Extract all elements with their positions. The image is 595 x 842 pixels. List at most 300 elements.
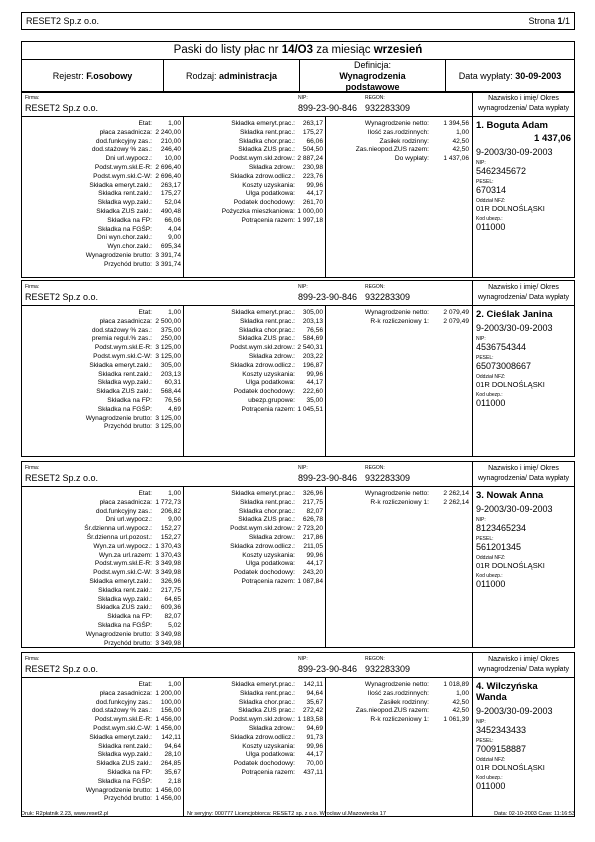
payslip-line [22, 146, 183, 155]
line-value: 1 437,06 [443, 155, 469, 163]
payslip-line [22, 327, 183, 336]
employee-info [472, 487, 574, 647]
payslip-line [22, 587, 183, 596]
line-value: 1 456,00 [155, 795, 181, 803]
payslip-line [22, 371, 183, 380]
payslip-line [184, 199, 325, 208]
line-label: Podatek dochodowy: [233, 760, 295, 768]
payslip-line [326, 699, 472, 708]
line-label: Składka emeryt.prac.: [231, 490, 295, 497]
payslip-line [184, 318, 325, 327]
payslip-line [184, 388, 325, 397]
payslip-line [22, 516, 183, 525]
line-value: 42,50 [452, 707, 469, 715]
firm-name: RESET2 Sp.z o.o. [25, 292, 99, 302]
line-label: Składka emeryt.prac.: [231, 681, 295, 688]
insurance-code: 011000 [476, 398, 506, 408]
line-label: Dni wyn.chor.zakł.: [97, 234, 152, 242]
line-label: Składka rent.zakł.: [98, 586, 152, 594]
insurance-code: 011000 [476, 579, 506, 589]
employee-nip-label: NIP: [476, 336, 486, 342]
payslip-column-3 [326, 678, 472, 816]
line-value: 3 349,98 [155, 639, 181, 647]
line-label: Podst.wym.skł.zdrow.: [230, 155, 295, 163]
line-value: 142,11 [161, 733, 181, 741]
firm-nip: 899-23-90-846 [298, 473, 358, 483]
payslip-line [22, 344, 183, 353]
payslip-line [22, 138, 183, 147]
payslip-column-1 [22, 117, 184, 277]
payslip-line [326, 318, 472, 327]
line-value: 66,06 [164, 216, 181, 224]
line-label: Składka na FGŚP: [97, 405, 152, 413]
payslip-column-1 [22, 306, 184, 456]
line-label: Etat: [138, 120, 152, 127]
employee-nip: 4536754344 [476, 342, 527, 352]
line-value: 1 456,00 [155, 786, 181, 794]
line-value: 1 370,43 [155, 542, 181, 550]
line-value: 490,48 [160, 207, 181, 215]
line-label: Podst.wym.skł.C-W: [93, 172, 152, 180]
line-value: 82,07 [164, 613, 181, 621]
payslip-line [184, 309, 325, 318]
firm-label: Firma: [25, 284, 40, 290]
line-value: 52,04 [164, 199, 181, 207]
line-label: Przychód brutto: [103, 639, 152, 647]
nip-label: NIP: [298, 95, 308, 101]
payslip-header [22, 462, 574, 487]
register-cell: Rejestr: F.osobowy [22, 60, 164, 92]
nfz-label: Oddział NFZ: [476, 555, 506, 561]
payslip-line [22, 543, 183, 552]
line-value: 9,00 [168, 516, 181, 524]
payslip-line [184, 164, 325, 173]
payslip-column-2 [184, 678, 326, 816]
page-title: Paski do listy płac nr 14/O3 za miesiąc wrzesień [22, 42, 574, 60]
employee-nfz: 01R DOLNOŚLĄSKI [476, 380, 545, 389]
line-label: Składka emeryt.zakł.: [89, 733, 152, 741]
payslip-line [22, 560, 183, 569]
payslip-line [184, 508, 325, 517]
firm-name: RESET2 Sp.z o.o. [25, 473, 99, 483]
payslip-column-1 [22, 678, 184, 816]
insurance-code-label: Kod ubezp.: [476, 573, 503, 579]
line-value: 217,75 [160, 586, 181, 594]
line-label: Wynagrodzenie brutto: [85, 786, 152, 794]
line-label: Wynagrodzenie brutto: [85, 414, 152, 422]
line-label: Wyn.za url.razem: [98, 551, 152, 559]
nfz-label: Oddział NFZ: [476, 374, 506, 380]
footer-right: Data: 02-10-2003 Czas: 11:16:53 [494, 811, 575, 817]
employee-nip-label: NIP: [476, 160, 486, 166]
line-value: 2 262,14 [443, 490, 469, 497]
payslip-line [22, 743, 183, 752]
payslip-line [22, 190, 183, 199]
payslip-line [22, 534, 183, 543]
line-label: Składka na FP: [107, 396, 152, 404]
payslip-line [22, 699, 183, 708]
payslip-line [326, 681, 472, 690]
line-label: Składka rent.zakł.: [98, 742, 152, 750]
line-label: Potrącenia razem: [241, 216, 295, 224]
payslip-line [22, 631, 183, 640]
line-value: 1 018,89 [443, 681, 469, 688]
line-value: 2 723,20 [297, 525, 323, 533]
employee-pesel: 7009158887 [476, 744, 527, 754]
payslip-line [22, 362, 183, 371]
line-value: 99,96 [306, 181, 323, 189]
line-label: Podatek dochodowy: [233, 199, 295, 207]
line-value: 44,17 [306, 379, 323, 387]
employee-column-header: Nazwisko i imię/ Okres wynagrodzenia/ Data wypłaty [472, 281, 574, 305]
line-value: 76,56 [164, 396, 181, 404]
line-label: płaca zasadnicza: [99, 317, 152, 325]
payslip-line [22, 318, 183, 327]
line-value: 246,40 [160, 146, 181, 154]
employee-nfz: 01R DOLNOŚLĄSKI [476, 763, 545, 772]
line-value: 1 045,51 [297, 405, 323, 413]
line-label: Składka rent.prac.: [240, 498, 295, 506]
footer-left: Druk: R2płatnik 2.23, www.reset2.pl [21, 811, 109, 817]
payslip-line [22, 199, 183, 208]
payslip-line [22, 795, 183, 804]
line-value: 206,82 [160, 507, 181, 515]
nip-label: NIP: [298, 465, 308, 471]
line-label: Śr.dzienna url.wypocz.: [84, 525, 152, 533]
line-value: 261,70 [302, 199, 323, 207]
payslip-line [22, 129, 183, 138]
line-label: Składka ZUS prac.: [238, 707, 295, 715]
line-label: Składka zdrow.odlicz.: [230, 542, 295, 550]
payslip-line [326, 716, 472, 725]
line-label: Składka zdrow.: [248, 163, 295, 171]
line-label: Składka zdrow.: [248, 352, 295, 360]
employee-pesel: 65073008667 [476, 361, 532, 371]
payslip-line [326, 155, 472, 164]
line-value: 1 456,00 [155, 716, 181, 724]
line-label: Składka zdrow.odlicz.: [230, 361, 295, 369]
pay-period: 9-2003/30-09-2003 [476, 323, 553, 333]
line-value: 3 349,98 [155, 560, 181, 568]
payslip-line [22, 787, 183, 796]
payslip-line [22, 406, 183, 415]
payslip-line [184, 490, 325, 499]
line-label: Potrącenia razem: [241, 768, 295, 776]
line-label: płaca zasadnicza: [99, 128, 152, 136]
payslip-line [22, 155, 183, 164]
line-label: Wynagrodzenie netto: [364, 681, 429, 688]
line-value: 76,56 [306, 326, 323, 334]
line-value: 42,50 [452, 698, 469, 706]
line-value: 42,50 [452, 137, 469, 145]
line-value: 1,00 [168, 309, 181, 316]
line-label: Składka na FGŚP: [97, 777, 152, 785]
pesel-label: PESEL: [476, 536, 494, 542]
line-label: ubezp.grupowe: [248, 396, 295, 404]
employee-pesel: 561201345 [476, 542, 522, 552]
line-label: Składka rent.zakł.: [98, 190, 152, 198]
payslip-line [22, 778, 183, 787]
line-label: Składka na FGŚP: [97, 621, 152, 629]
payslip-line [184, 552, 325, 561]
line-value: 305,00 [302, 309, 323, 316]
line-label: Etat: [138, 490, 152, 497]
employee-nip-label: NIP: [476, 517, 486, 523]
payslip-line [22, 353, 183, 362]
line-value: 375,00 [160, 326, 181, 334]
line-value: 3 391,74 [155, 260, 181, 268]
line-value: 2,18 [168, 777, 181, 785]
line-value: 91,73 [306, 733, 323, 741]
line-value: 263,17 [160, 181, 181, 189]
payslip-block [21, 461, 575, 648]
line-label: Dni url.wypocz.: [105, 516, 152, 524]
line-label: R-k rozliczeniowy 1: [370, 317, 429, 325]
payslip-line [326, 146, 472, 155]
line-value: 156,00 [160, 707, 181, 715]
payslip-column-3 [326, 117, 472, 277]
payslip-line [22, 734, 183, 743]
line-label: Potrącenia razem: [241, 577, 295, 585]
payslip-line [22, 182, 183, 191]
line-label: Składka emeryt.prac.: [231, 120, 295, 127]
line-value: 203,13 [160, 370, 181, 378]
payslip-line [184, 699, 325, 708]
payslip-line [22, 261, 183, 270]
line-value: 3 125,00 [155, 423, 181, 431]
line-value: 1 061,39 [443, 716, 469, 724]
line-value: 1 394,56 [443, 120, 469, 127]
line-value: 626,78 [302, 516, 323, 524]
line-value: 1 456,00 [155, 724, 181, 732]
nfz-label: Oddział NFZ: [476, 757, 506, 763]
line-label: Zasiłek rodzinny: [379, 698, 429, 706]
payslip-line [184, 751, 325, 760]
payslip-line [326, 690, 472, 699]
payslip-line [184, 155, 325, 164]
firm-label: Firma: [25, 95, 40, 101]
line-label: Wynagrodzenie netto: [364, 309, 429, 316]
line-label: płaca zasadnicza: [99, 498, 152, 506]
insurance-code: 011000 [476, 222, 506, 232]
payslip-header [22, 281, 574, 306]
line-value: 196,87 [302, 361, 323, 369]
firm-label: Firma: [25, 656, 40, 662]
line-value: 44,17 [306, 190, 323, 198]
line-value: 263,17 [302, 120, 323, 127]
firm-label: Firma: [25, 465, 40, 471]
line-label: Do wypłaty: [394, 155, 429, 163]
line-label: Składka chor.prac.: [238, 507, 295, 515]
line-value: 203,13 [302, 317, 323, 325]
line-value: 243,20 [302, 569, 323, 577]
payslip-column-2 [184, 487, 326, 647]
payslip-block [21, 91, 575, 278]
line-label: Podst.wym.skł.C-W: [93, 724, 152, 732]
payslip-line [184, 379, 325, 388]
line-value: 35,00 [306, 396, 323, 404]
line-label: Składka zdrow.: [248, 533, 295, 541]
line-value: 1,00 [168, 681, 181, 688]
line-value: 175,27 [160, 190, 181, 198]
payslip-line [184, 734, 325, 743]
line-value: 223,76 [302, 172, 323, 180]
line-value: 99,96 [306, 370, 323, 378]
employee-column-header: Nazwisko i imię/ Okres wynagrodzenia/ Data wypłaty [472, 653, 574, 677]
firm-nip: 899-23-90-846 [298, 292, 358, 302]
line-label: dod.stażowy % zas.: [91, 707, 152, 715]
line-value: 28,10 [164, 751, 181, 759]
type-cell: Rodzaj: administracja [164, 60, 300, 92]
line-value: 3 125,00 [155, 352, 181, 360]
line-label: dod.funkcyjny zas.: [95, 137, 152, 145]
employee-pesel: 670314 [476, 185, 507, 195]
employee-nip: 8123465234 [476, 523, 527, 533]
payslip-line [22, 690, 183, 699]
payslip-line [22, 208, 183, 217]
line-label: Składka ZUS zakł.: [96, 207, 152, 215]
payslip-line [22, 525, 183, 534]
line-label: Podst.wym.skł.E-R: [94, 163, 152, 171]
employee-nip-label: NIP: [476, 719, 486, 725]
line-value: 99,96 [306, 551, 323, 559]
line-label: Podatek dochodowy: [233, 569, 295, 577]
line-label: Wynagrodzenie netto: [364, 490, 429, 497]
line-value: 1,00 [456, 128, 469, 136]
payslip-line [184, 499, 325, 508]
line-value: 1 087,84 [297, 577, 323, 585]
payslip-line [184, 516, 325, 525]
firm-regon: 932283309 [365, 664, 411, 674]
payslip-line [184, 190, 325, 199]
line-value: 60,31 [164, 379, 181, 387]
line-label: Zasiłek rodzinny: [379, 137, 429, 145]
payslip-line [22, 397, 183, 406]
line-label: Składka wyp.zakł.: [97, 199, 152, 207]
line-label: Składka zdrow.odlicz.: [230, 172, 295, 180]
line-label: Składka chor.prac.: [238, 137, 295, 145]
payroll-header [21, 41, 575, 93]
payslip-line [184, 353, 325, 362]
payslip-line [22, 596, 183, 605]
payslip-line [184, 217, 325, 226]
payslip-line [22, 415, 183, 424]
line-value: 2 240,00 [155, 128, 181, 136]
line-label: Podst.wym.skł.zdrow.: [230, 716, 295, 724]
payslip-line [326, 129, 472, 138]
line-label: Koszty uzyskania: [242, 370, 295, 378]
line-value: 326,96 [160, 577, 181, 585]
pay-period: 9-2003/30-09-2003 [476, 147, 553, 157]
line-value: 1,00 [456, 689, 469, 697]
line-label: Składka na FGŚP: [97, 225, 152, 233]
payslip-line [184, 681, 325, 690]
firm-regon: 932283309 [365, 292, 411, 302]
payslip-line [22, 760, 183, 769]
line-label: Składka wyp.zakł.: [97, 751, 152, 759]
line-label: Wyn.za url.wypocz.: [93, 542, 152, 550]
line-value: 1,00 [168, 490, 181, 497]
line-label: Ilość zas.rodzinnych: [367, 128, 429, 136]
definition-cell: Definicja: Wynagrodzenia podstawowe [300, 60, 446, 92]
line-label: Podst.wym.skł.E-R: [94, 560, 152, 568]
payslip-line [184, 525, 325, 534]
payslip-line [184, 344, 325, 353]
employee-nip: 3452343433 [476, 725, 527, 735]
line-value: 44,17 [306, 751, 323, 759]
line-label: Etat: [138, 681, 152, 688]
line-value: 210,00 [160, 137, 181, 145]
payslip-column-2 [184, 306, 326, 456]
line-value: 1 183,58 [297, 716, 323, 724]
payslip-line [22, 164, 183, 173]
payslip-line [184, 173, 325, 182]
nip-label: NIP: [298, 656, 308, 662]
line-label: Składka wyp.zakł.: [97, 379, 152, 387]
payslip-line [326, 707, 472, 716]
line-label: Wynagrodzenie brutto: [85, 630, 152, 638]
line-value: 3 125,00 [155, 414, 181, 422]
line-value: 1 000,00 [297, 207, 323, 215]
pesel-label: PESEL: [476, 355, 494, 361]
payslip-line [22, 379, 183, 388]
line-label: Zas.nieopod.ZUS razem: [355, 707, 429, 715]
payslip-line [326, 138, 472, 147]
line-label: Podst.wym.skł.C-W: [93, 569, 152, 577]
line-label: Składka na FP: [107, 613, 152, 621]
payslip-line [184, 569, 325, 578]
payslip-line [22, 508, 183, 517]
line-label: Śr.dzienna url.pozost.: [86, 533, 152, 541]
regon-label: REGON: [365, 656, 385, 662]
employee-nfz: 01R DOLNOŚLĄSKI [476, 561, 545, 570]
employee-name: 2. Cieślak Janina [476, 309, 553, 320]
line-label: Składka emeryt.prac.: [231, 309, 295, 316]
employee-name: 4. Wilczyńska Wanda [476, 681, 538, 703]
line-value: 9,00 [168, 234, 181, 242]
firm-regon: 932283309 [365, 473, 411, 483]
line-label: Podst.wym.skł.zdrow.: [230, 344, 295, 352]
line-label: Przychód brutto: [103, 795, 152, 803]
employee-name: 1. Boguta Adam [476, 120, 548, 131]
payslip-line [184, 362, 325, 371]
line-value: 142,11 [303, 681, 323, 688]
payslip-block [21, 280, 575, 457]
payment-date-cell: Data wypłaty: 30-09-2003 [458, 70, 562, 81]
line-value: 264,85 [160, 760, 181, 768]
firm-nip: 899-23-90-846 [298, 664, 358, 674]
line-value: 10,00 [164, 155, 181, 163]
payslip-line [22, 226, 183, 235]
line-value: 4,69 [168, 405, 181, 413]
line-label: płaca zasadnicza: [99, 689, 152, 697]
employee-nip: 5462345672 [476, 166, 527, 176]
line-label: R-k rozliczeniowy 1: [370, 716, 429, 724]
employee-info [472, 117, 574, 277]
line-label: Składka ZUS prac.: [238, 516, 295, 524]
line-value: 211,05 [303, 542, 323, 550]
payslip-line [184, 760, 325, 769]
payslip-line [22, 252, 183, 261]
employee-info [472, 678, 574, 816]
line-value: 584,69 [302, 335, 323, 343]
line-value: 568,44 [160, 388, 181, 396]
payslip-line [184, 182, 325, 191]
line-value: 2 540,31 [297, 344, 323, 352]
line-value: 2 079,49 [443, 309, 469, 316]
line-value: 1 772,73 [155, 498, 181, 506]
payslip-line [22, 569, 183, 578]
